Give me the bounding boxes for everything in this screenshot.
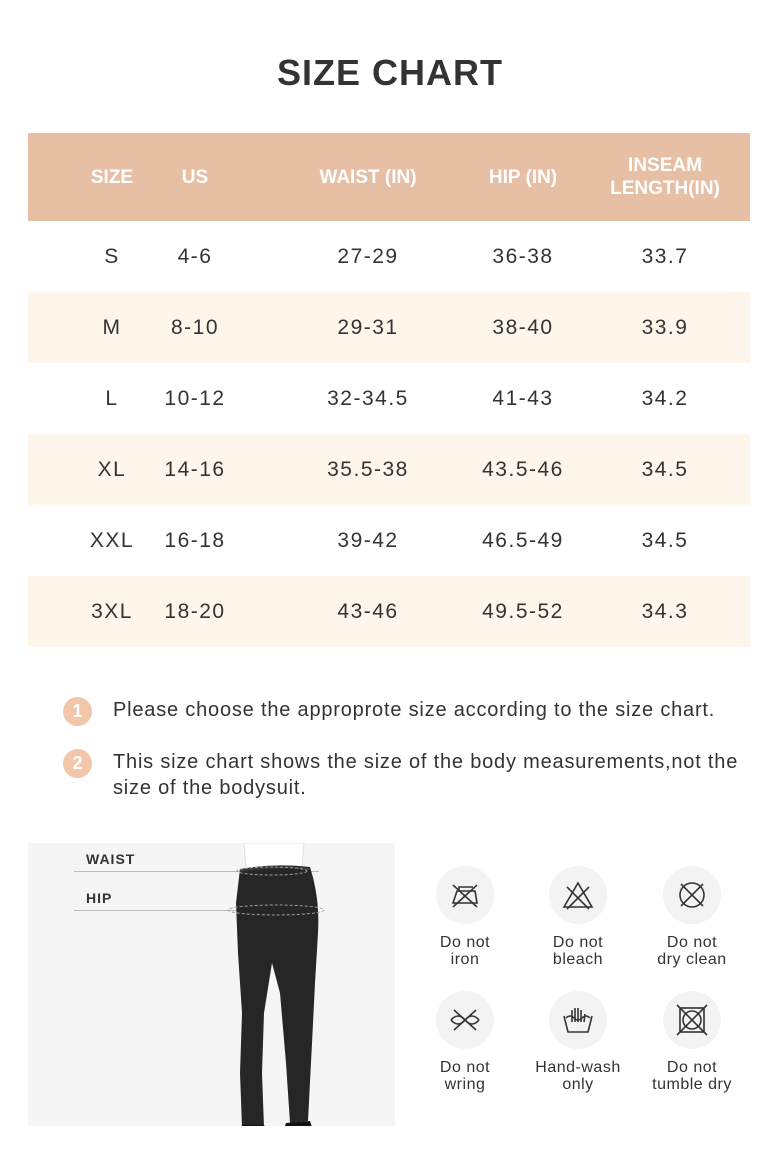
care-label: [632, 1059, 752, 1093]
care-item-no-bleach: [518, 866, 638, 968]
care-item-hand-wash: [518, 991, 638, 1093]
cell-waist: 29-31: [337, 315, 399, 339]
black-pants: [236, 865, 318, 1126]
cell-hip: 36-38: [492, 244, 554, 268]
cell-waist: 39-42: [337, 528, 399, 552]
header-inseam-line2: LENGTH(IN): [610, 178, 720, 199]
cell-us: 8-10: [170, 315, 220, 339]
cell-inseam: 34.2: [641, 386, 689, 410]
care-icon-circle: [663, 991, 721, 1049]
care-label-line1: Do not: [666, 934, 718, 951]
cell-us: 14-16: [164, 457, 226, 481]
note-item: [63, 749, 763, 801]
care-icon-circle: [663, 866, 721, 924]
cell-waist: 27-29: [337, 244, 399, 268]
care-label: [405, 1059, 525, 1093]
cell-hip: 49.5-52: [482, 599, 564, 623]
cell-waist: 43-46: [337, 599, 399, 623]
care-label: [518, 1059, 638, 1093]
cell-inseam: 34.5: [641, 528, 689, 552]
note-number-badge: 2: [63, 749, 92, 778]
care-label-line1: Do not: [552, 934, 604, 951]
care-label: [405, 934, 525, 968]
header-hip: HIP (IN): [488, 166, 558, 188]
size-chart-table: [28, 133, 750, 647]
cell-hip: 46.5-49: [482, 528, 564, 552]
care-label-line1: Hand-wash: [535, 1059, 621, 1076]
note-item: [63, 697, 763, 726]
care-label-line1: Do not: [666, 1059, 718, 1076]
hip-label: HIP: [86, 890, 113, 906]
no-bleach-icon: [558, 875, 598, 915]
pants-model-illustration: [28, 843, 395, 1126]
cell-hip: 41-43: [492, 386, 554, 410]
care-icon-circle: [436, 991, 494, 1049]
cell-inseam: 33.7: [641, 244, 689, 268]
header-waist: WAIST (IN): [319, 166, 417, 188]
care-item-no-iron: [405, 866, 525, 968]
care-label-line2: iron: [450, 951, 480, 968]
table-row: [28, 221, 750, 292]
note-number-badge: 1: [63, 697, 92, 726]
care-item-no-dry-clean: [632, 866, 752, 968]
care-icon-circle: [436, 866, 494, 924]
note-text: Please choose the approprote size according to the size chart.: [113, 699, 716, 721]
table-header: [28, 133, 750, 221]
note-text: This size chart shows the size of the body measurements,not the size of the bodysuit.: [113, 751, 739, 799]
cell-inseam: 33.9: [641, 315, 689, 339]
header-us: US: [181, 166, 209, 188]
table-row: [28, 363, 750, 434]
care-label-line2: dry clean: [657, 951, 727, 968]
cell-size: XXL: [89, 528, 135, 552]
no-dry-clean-icon: [672, 875, 712, 915]
left-shoe: [238, 1125, 268, 1126]
care-label-line2: only: [562, 1076, 594, 1093]
care-label-line1: Do not: [439, 1059, 491, 1076]
cell-hip: 38-40: [492, 315, 554, 339]
cell-us: 18-20: [164, 599, 226, 623]
cell-size: 3XL: [91, 599, 133, 623]
cell-hip: 43.5-46: [482, 457, 564, 481]
header-inseam: [580, 154, 750, 200]
care-label-line2: bleach: [552, 951, 604, 968]
care-item-no-wring: [405, 991, 525, 1093]
top-garment: [244, 843, 304, 869]
table-row: [28, 505, 750, 576]
cell-size: M: [102, 315, 122, 339]
cell-inseam: 34.5: [641, 457, 689, 481]
care-label-line1: Do not: [439, 934, 491, 951]
waist-label: WAIST: [86, 851, 136, 867]
measurement-figure: [28, 843, 395, 1126]
care-icon-circle: [549, 991, 607, 1049]
care-label: [518, 934, 638, 968]
care-label-line2: wring: [444, 1076, 486, 1093]
no-wring-icon: [445, 1000, 485, 1040]
cell-us: 10-12: [164, 386, 226, 410]
no-tumble-dry-icon: [672, 1000, 712, 1040]
table-row: [28, 576, 750, 647]
care-label: [632, 934, 752, 968]
cell-us: 4-6: [177, 244, 213, 268]
hand-wash-icon: [558, 1000, 598, 1040]
cell-inseam: 34.3: [641, 599, 689, 623]
table-row: [28, 434, 750, 505]
cell-size: S: [104, 244, 120, 268]
care-label-line2: tumble dry: [652, 1076, 732, 1093]
cell-waist: 32-34.5: [327, 386, 409, 410]
cell-us: 16-18: [164, 528, 226, 552]
cell-size: L: [105, 386, 119, 410]
care-item-no-tumble-dry: [632, 991, 752, 1093]
table-row: [28, 292, 750, 363]
size-notes: [63, 697, 763, 801]
no-iron-icon: [445, 875, 485, 915]
cell-size: XL: [97, 457, 127, 481]
header-size: SIZE: [90, 166, 134, 188]
care-icon-circle: [549, 866, 607, 924]
cell-waist: 35.5-38: [327, 457, 409, 481]
page-title: SIZE CHART: [277, 52, 503, 93]
header-inseam-line1: INSEAM: [628, 155, 702, 176]
